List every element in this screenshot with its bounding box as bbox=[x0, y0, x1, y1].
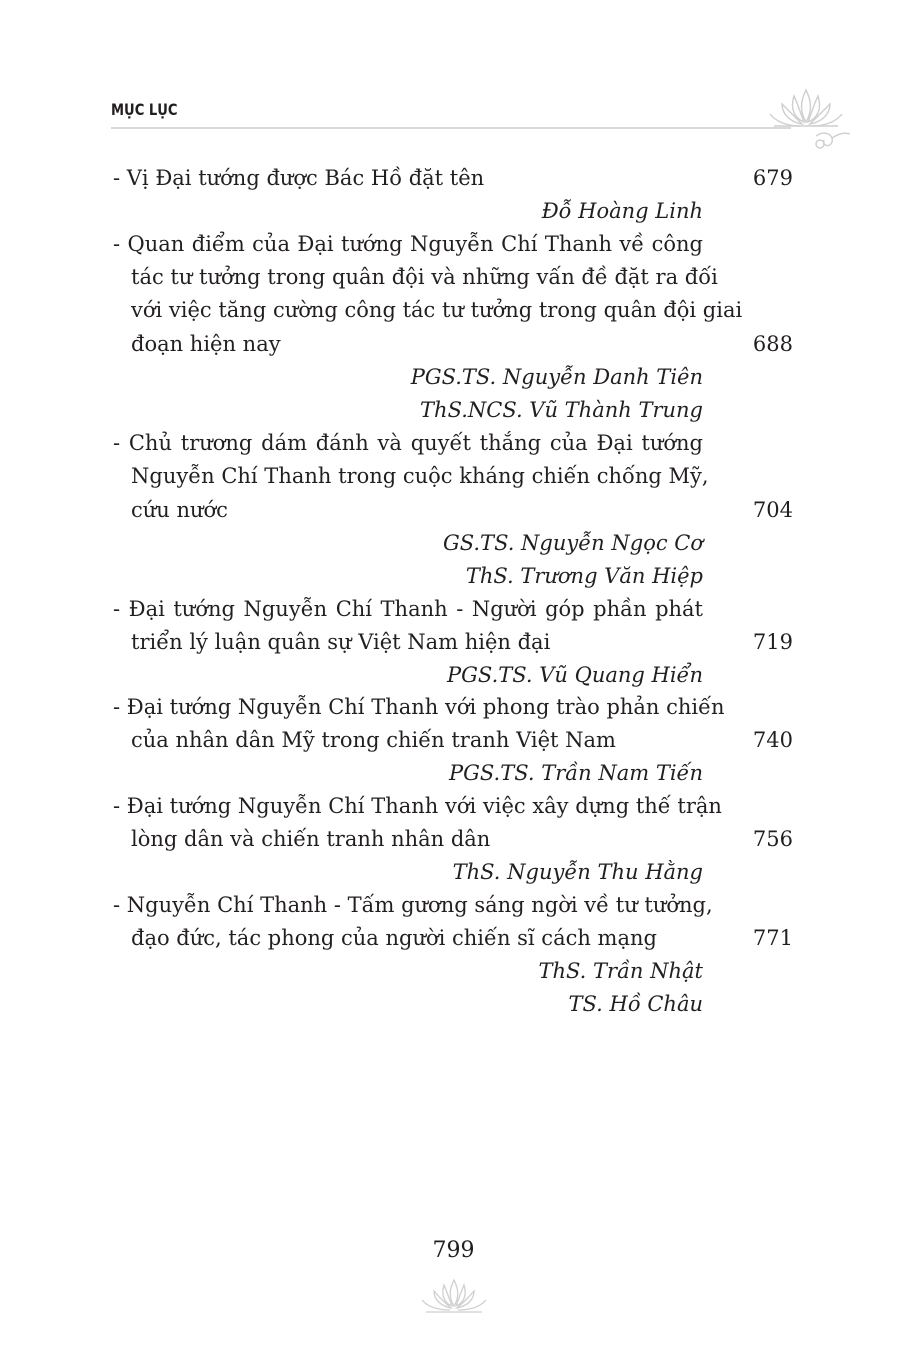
toc-entry-2-line-2[interactable]: tác tư tưởng trong quân đội và những vấn đề đặt ra đối bbox=[131, 265, 718, 289]
toc-entry-4-line-2[interactable]: triển lý luận quân sự Việt Nam hiện đại bbox=[131, 630, 551, 654]
toc-entry-2-line-4[interactable]: đoạn hiện nay bbox=[131, 332, 281, 356]
toc-entry-7-line-1[interactable]: - Nguyễn Chí Thanh - Tấm gương sáng ngời về tư tưởng, bbox=[113, 893, 713, 917]
toc-entry-2-author-1: PGS.TS. Nguyễn Danh Tiên bbox=[410, 365, 703, 389]
toc-entry-3-author-2: ThS. Trương Văn Hiệp bbox=[465, 564, 703, 588]
lotus-footer-icon bbox=[414, 1276, 494, 1318]
toc-entry-3-author-1: GS.TS. Nguyễn Ngọc Cơ bbox=[442, 531, 703, 555]
toc-entry-4-line-1[interactable]: - Đại tướng Nguyễn Chí Thanh - Người góp phần phát bbox=[113, 597, 703, 621]
toc-entry-3-line-3[interactable]: cứu nước bbox=[131, 498, 228, 522]
toc-entry-3-line-1[interactable]: - Chủ trương dám đánh và quyết thắng của Đại tướng bbox=[113, 431, 703, 455]
toc-entry-6-line-1[interactable]: - Đại tướng Nguyễn Chí Thanh với việc xây dựng thế trận bbox=[113, 794, 722, 818]
toc-entry-1-author-1: Đỗ Hoàng Linh bbox=[541, 199, 703, 223]
toc-entry-6-line-2[interactable]: lòng dân và chiến tranh nhân dân bbox=[131, 827, 491, 851]
toc-entry-5-line-2[interactable]: của nhân dân Mỹ trong chiến tranh Việt Nam bbox=[131, 728, 616, 752]
toc-entry-2-page[interactable]: 688 bbox=[752, 332, 793, 356]
toc-entry-3-page[interactable]: 704 bbox=[752, 498, 793, 522]
toc-entry-6-author-1: ThS. Nguyễn Thu Hằng bbox=[452, 860, 703, 884]
toc-entry-4-page[interactable]: 719 bbox=[752, 630, 793, 654]
toc-entry-2-author-2: ThS.NCS. Vũ Thành Trung bbox=[420, 398, 703, 422]
toc-entry-3-line-2[interactable]: Nguyễn Chí Thanh trong cuộc kháng chiến chống Mỹ, bbox=[131, 464, 709, 488]
toc-entry-4-author-1: PGS.TS. Vũ Quang Hiển bbox=[447, 663, 703, 687]
section-title: MỤC LỤC bbox=[111, 100, 178, 119]
toc-entry-5-page[interactable]: 740 bbox=[752, 728, 793, 752]
toc-entry-5-author-1: PGS.TS. Trần Nam Tiến bbox=[449, 761, 703, 785]
header-rule bbox=[111, 127, 791, 129]
page-number: 799 bbox=[432, 1238, 475, 1263]
toc-entry-2-line-3[interactable]: với việc tăng cường công tác tư tưởng trong quân đội giai bbox=[131, 298, 743, 322]
toc-entry-7-page[interactable]: 771 bbox=[752, 926, 793, 950]
toc-entry-6-page[interactable]: 756 bbox=[752, 827, 793, 851]
toc-entry-1-page[interactable]: 679 bbox=[752, 166, 793, 190]
toc-entry-2-line-1[interactable]: - Quan điểm của Đại tướng Nguyễn Chí Thanh về công bbox=[113, 232, 703, 256]
toc-entry-7-line-2[interactable]: đạo đức, tác phong của người chiến sĩ cách mạng bbox=[131, 926, 657, 950]
toc-entry-5-line-1[interactable]: - Đại tướng Nguyễn Chí Thanh với phong trào phản chiến bbox=[113, 695, 725, 719]
toc-entry-7-author-1: ThS. Trần Nhật bbox=[538, 959, 703, 983]
lotus-ornament-icon bbox=[760, 80, 852, 158]
toc-entry-7-author-2: TS. Hồ Châu bbox=[568, 992, 703, 1016]
toc-entry-1-line-1[interactable]: - Vị Đại tướng được Bác Hồ đặt tên bbox=[113, 166, 485, 190]
